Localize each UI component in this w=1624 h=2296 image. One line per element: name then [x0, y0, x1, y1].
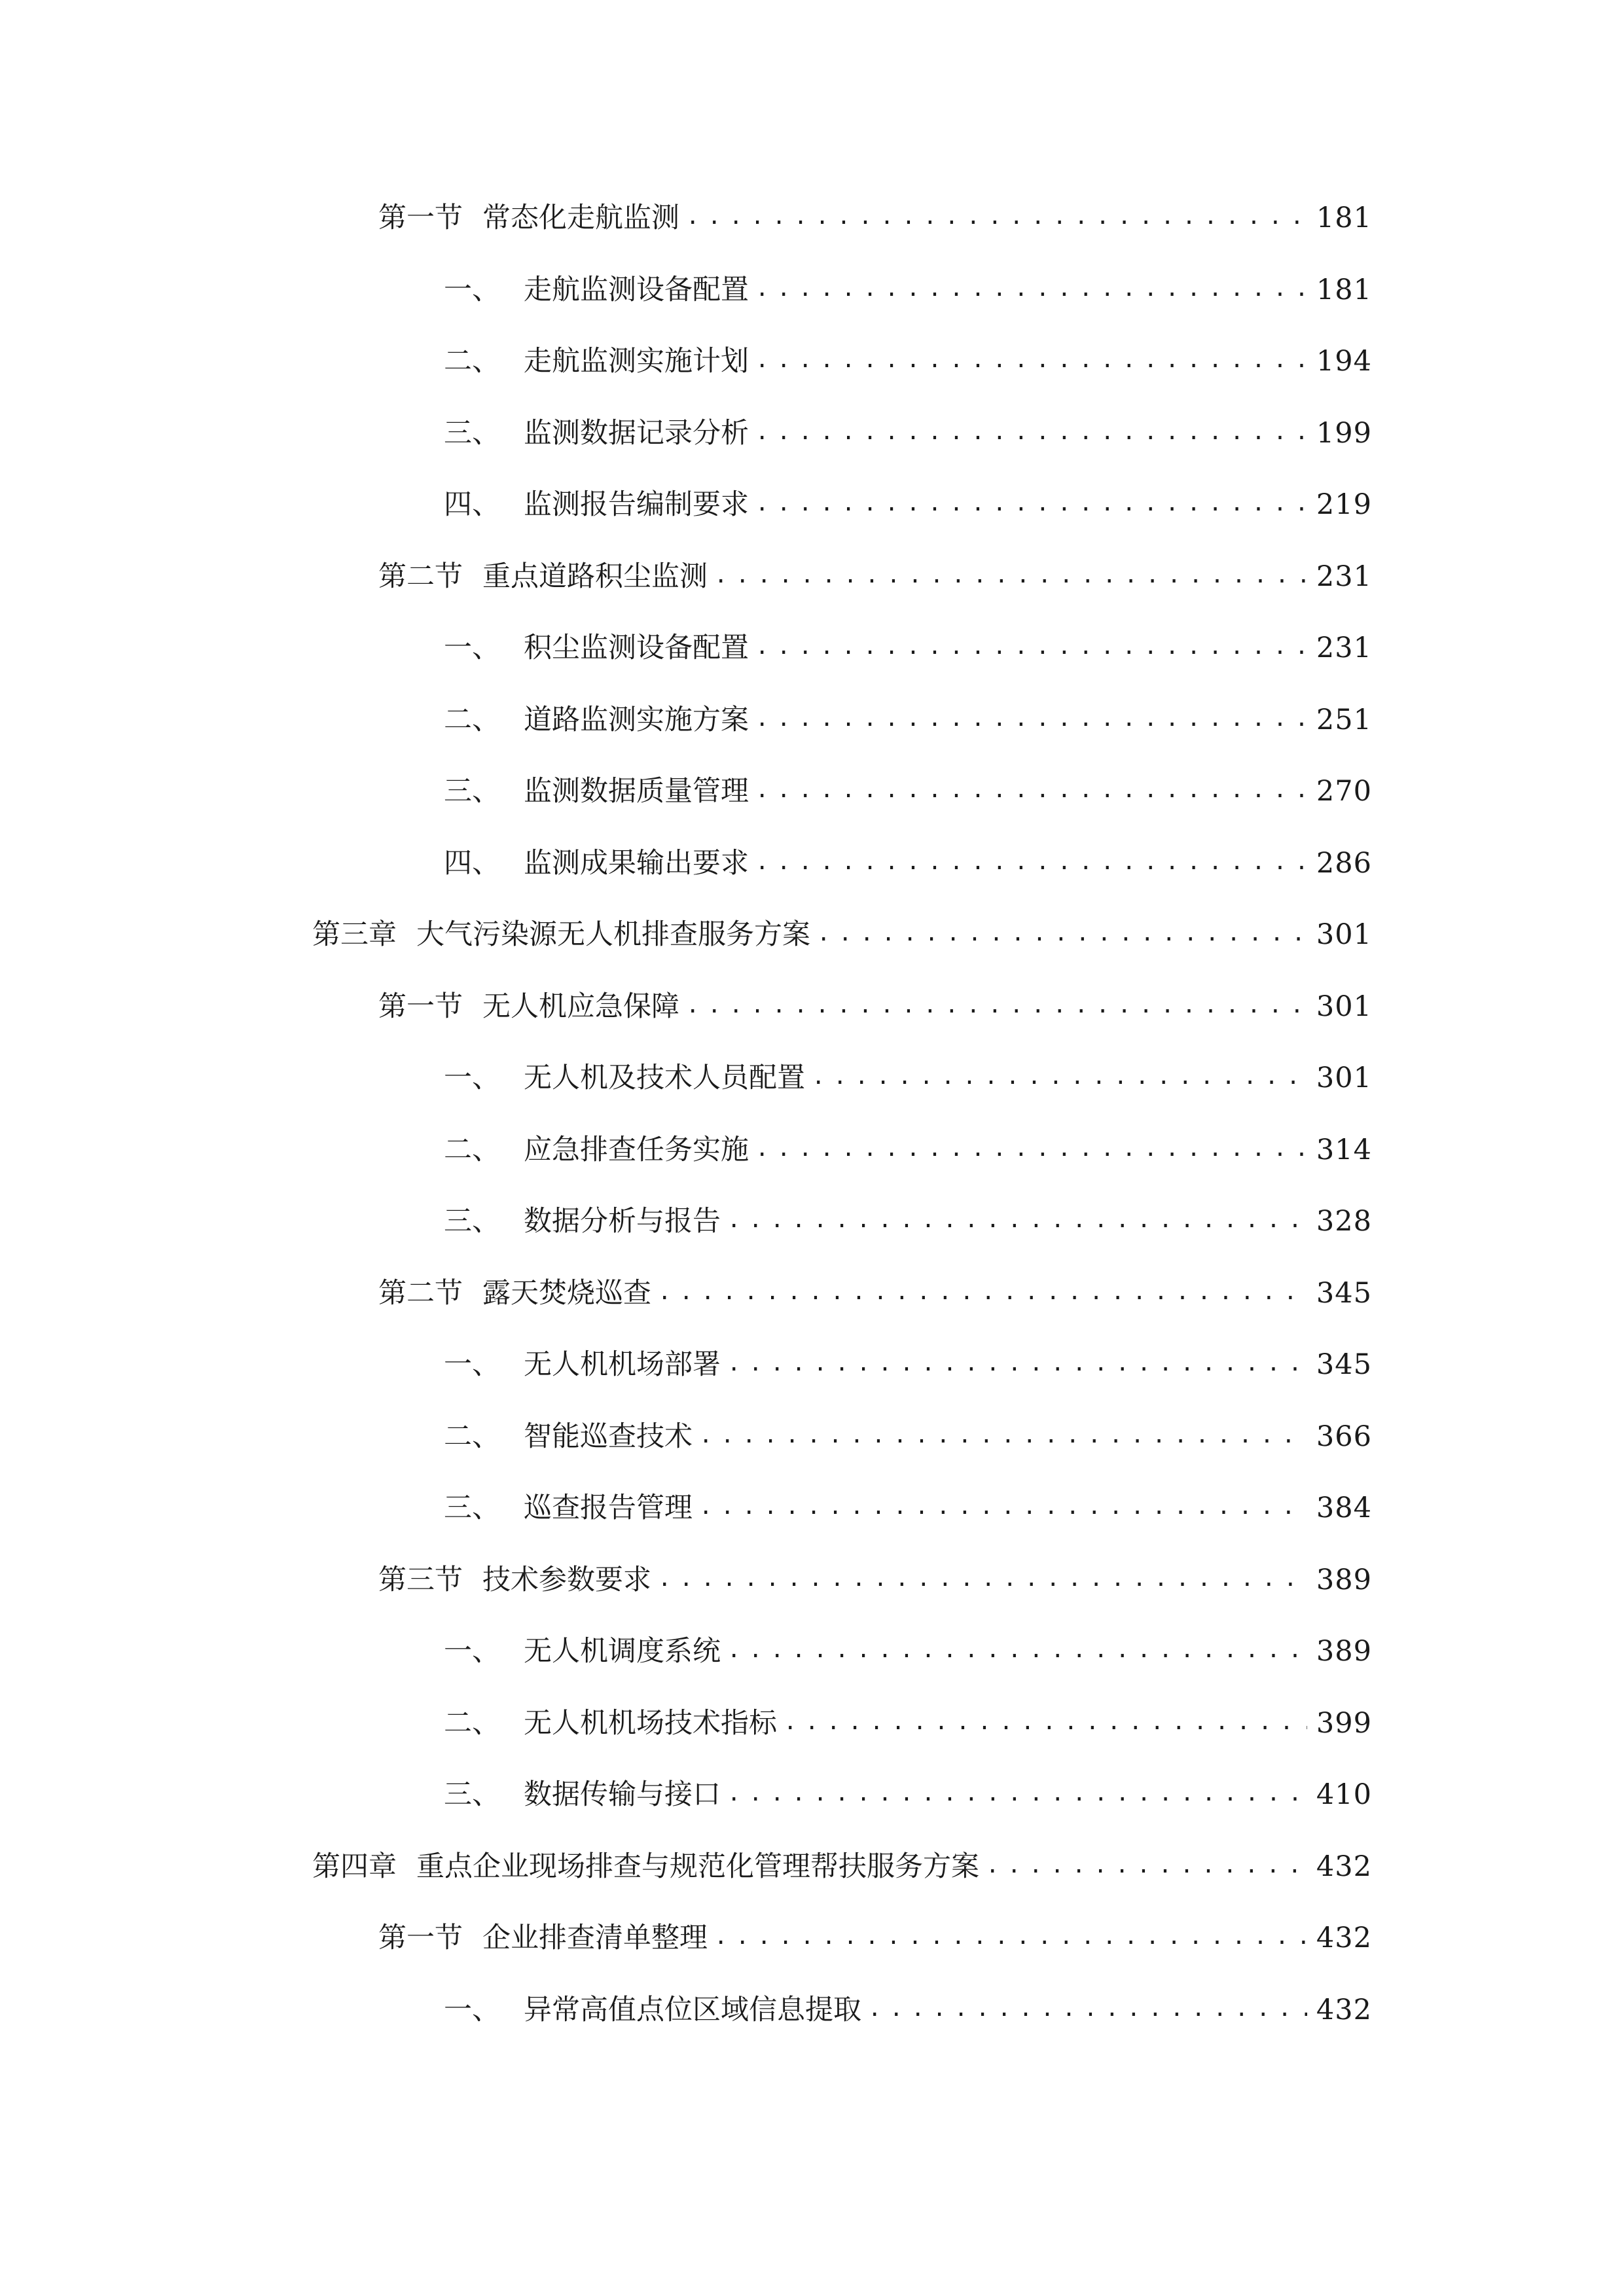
toc-entry-title: 道路监测实施方案 — [524, 703, 749, 736]
toc-entry[interactable] — [444, 1410, 1372, 1463]
toc-entry-page: 270 — [1316, 775, 1372, 808]
toc-entry-number: 第三节 — [378, 1563, 463, 1596]
toc-entry-page: 328 — [1316, 1205, 1372, 1238]
toc-entry[interactable] — [444, 837, 1372, 889]
toc-entry-page: 389 — [1316, 1635, 1372, 1668]
toc-entry-page: 345 — [1316, 1348, 1372, 1381]
toc-entry-title: 智能巡查技术 — [524, 1420, 693, 1453]
toc-entry-page: 251 — [1316, 703, 1372, 736]
toc-entry-page: 366 — [1316, 1420, 1372, 1453]
toc-entry-number: 第二节 — [378, 1276, 463, 1310]
toc-entry[interactable] — [444, 1338, 1372, 1391]
toc-entry-page: 301 — [1316, 1062, 1372, 1094]
toc-entry-page: 219 — [1316, 488, 1372, 521]
toc-entry[interactable] — [444, 1625, 1372, 1677]
dot-leader — [817, 907, 1307, 960]
toc-entry-page: 301 — [1316, 990, 1372, 1023]
toc-entry-title: 无人机应急保障 — [482, 990, 679, 1023]
toc-entry[interactable] — [444, 1482, 1372, 1534]
dot-leader — [812, 1050, 1307, 1103]
dot-leader — [658, 1266, 1307, 1318]
toc-entry-title: 监测成果输出要求 — [524, 846, 749, 880]
toc-entry-page: 194 — [1316, 345, 1372, 378]
toc-entry-number: 一、 — [444, 1348, 500, 1381]
toc-entry-title: 无人机及技术人员配置 — [524, 1062, 805, 1094]
toc-entry-title: 无人机机场部署 — [524, 1348, 721, 1381]
toc-entry-title: 走航监测设备配置 — [524, 273, 749, 306]
toc-entry[interactable] — [378, 980, 1372, 1033]
toc-entry[interactable] — [378, 550, 1372, 603]
toc-entry-number: 三、 — [444, 1778, 500, 1811]
toc-entry-title: 数据分析与报告 — [524, 1205, 721, 1238]
toc-entry-number: 一、 — [444, 1635, 500, 1668]
toc-entry-number: 四、 — [444, 846, 500, 880]
toc-entry-title: 监测数据记录分析 — [524, 416, 749, 450]
toc-entry-page: 410 — [1316, 1778, 1372, 1811]
toc-entry[interactable] — [444, 1984, 1372, 2036]
toc-entry-title: 无人机机场技术指标 — [524, 1706, 777, 1740]
toc-entry-number: 第二节 — [378, 560, 463, 593]
toc-entry[interactable] — [444, 622, 1372, 674]
toc-entry-page: 231 — [1316, 632, 1372, 664]
toc-entry-number: 三、 — [444, 775, 500, 808]
toc-entry-title: 应急排查任务实施 — [524, 1133, 749, 1166]
toc-entry-page: 199 — [1316, 416, 1372, 450]
toc-entry[interactable] — [444, 1768, 1372, 1821]
toc-entry-title: 异常高值点位区域信息提取 — [524, 1993, 861, 2026]
toc-entry[interactable] — [444, 1195, 1372, 1247]
toc-entry[interactable] — [378, 192, 1372, 244]
dot-leader — [714, 549, 1307, 601]
toc-entry-title: 技术参数要求 — [482, 1563, 651, 1596]
toc-entry-number: 二、 — [444, 1133, 500, 1166]
toc-entry[interactable] — [378, 1267, 1372, 1319]
toc-entry[interactable] — [378, 1554, 1372, 1606]
toc-entry-title: 监测报告编制要求 — [524, 488, 749, 521]
toc-entry-number: 四、 — [444, 488, 500, 521]
toc-entry-page: 231 — [1316, 560, 1372, 593]
dot-leader — [686, 979, 1307, 1031]
toc-entry-chapter[interactable] — [312, 1840, 1372, 1893]
toc-entry[interactable] — [444, 765, 1372, 817]
toc-entry-page: 399 — [1316, 1706, 1372, 1740]
toc-entry-number: 三、 — [444, 1205, 500, 1238]
toc-entry-number: 第一节 — [378, 990, 463, 1023]
toc-entry-number: 一、 — [444, 632, 500, 664]
toc-entry-number: 第四章 — [312, 1850, 397, 1883]
toc-entry-title: 常态化走航监测 — [482, 202, 679, 234]
toc-entry-number: 一、 — [444, 1062, 500, 1094]
dot-leader — [755, 334, 1307, 386]
dot-leader — [755, 477, 1307, 529]
dot-leader — [727, 1767, 1307, 1820]
toc-entry[interactable] — [444, 1124, 1372, 1176]
toc-entry-title: 重点企业现场排查与规范化管理帮扶服务方案 — [416, 1850, 979, 1883]
dot-leader — [699, 1480, 1307, 1533]
toc-entry-title: 数据传输与接口 — [524, 1778, 721, 1811]
toc-entry-title: 大气污染源无人机排查服务方案 — [416, 918, 810, 951]
toc-entry-number: 二、 — [444, 703, 500, 736]
toc-entry-page: 432 — [1316, 1850, 1372, 1883]
toc-entry-title: 重点道路积尘监测 — [482, 560, 708, 593]
dot-leader — [755, 620, 1307, 673]
toc-entry-page: 314 — [1316, 1133, 1372, 1166]
toc-entry-title: 走航监测实施计划 — [524, 345, 749, 378]
toc-entry-number: 一、 — [444, 1993, 500, 2026]
toc-entry-title: 无人机调度系统 — [524, 1635, 721, 1668]
toc-entry-title: 企业排查清单整理 — [482, 1922, 708, 1954]
dot-leader — [658, 1552, 1307, 1605]
dot-leader — [686, 190, 1307, 243]
toc-entry-number: 三、 — [444, 416, 500, 450]
toc-entry-page: 301 — [1316, 918, 1372, 951]
toc-entry-page: 389 — [1316, 1563, 1372, 1596]
dot-leader — [755, 1122, 1307, 1175]
toc-entry-page: 432 — [1316, 1922, 1372, 1954]
toc-entry-title: 露天焚烧巡查 — [482, 1276, 651, 1310]
toc-entry-number: 一、 — [444, 273, 500, 306]
toc-entry[interactable] — [444, 264, 1372, 316]
toc-entry[interactable] — [444, 478, 1372, 531]
toc-entry-page: 432 — [1316, 1993, 1372, 2026]
toc-entry-number: 二、 — [444, 1420, 500, 1453]
dot-leader — [755, 692, 1307, 745]
dot-leader — [986, 1839, 1307, 1892]
toc-entry[interactable] — [444, 407, 1372, 459]
toc-entry-chapter[interactable] — [312, 908, 1372, 961]
toc-entry-number: 第三章 — [312, 918, 397, 951]
toc-entry-page: 181 — [1316, 202, 1372, 234]
dot-leader — [727, 1337, 1307, 1390]
toc-entry-title: 积尘监测设备配置 — [524, 632, 749, 664]
dot-leader — [727, 1624, 1307, 1676]
toc-entry[interactable] — [378, 1912, 1372, 1964]
dot-leader — [868, 1982, 1307, 2035]
toc-entry-page: 345 — [1316, 1276, 1372, 1310]
dot-leader — [755, 262, 1307, 315]
dot-leader — [755, 764, 1307, 816]
toc-entry[interactable] — [444, 335, 1372, 387]
dot-leader — [727, 1194, 1307, 1246]
toc-entry-number: 三、 — [444, 1492, 500, 1524]
toc-entry[interactable] — [444, 1052, 1372, 1104]
toc-entry-number: 二、 — [444, 345, 500, 378]
dot-leader — [699, 1409, 1307, 1462]
toc-entry[interactable] — [444, 694, 1372, 746]
toc-entry-page: 181 — [1316, 273, 1372, 306]
toc-entry-title: 巡查报告管理 — [524, 1492, 693, 1524]
dot-leader — [714, 1910, 1307, 1963]
toc-entry-page: 384 — [1316, 1492, 1372, 1524]
toc-entry-number: 第一节 — [378, 202, 463, 234]
dot-leader — [784, 1696, 1307, 1748]
toc-entry-number: 二、 — [444, 1706, 500, 1740]
toc-entry-page: 286 — [1316, 846, 1372, 880]
toc-entry-number: 第一节 — [378, 1922, 463, 1954]
dot-leader — [755, 836, 1307, 888]
dot-leader — [755, 406, 1307, 458]
toc-entry-title: 监测数据质量管理 — [524, 775, 749, 808]
toc-entry[interactable] — [444, 1697, 1372, 1749]
